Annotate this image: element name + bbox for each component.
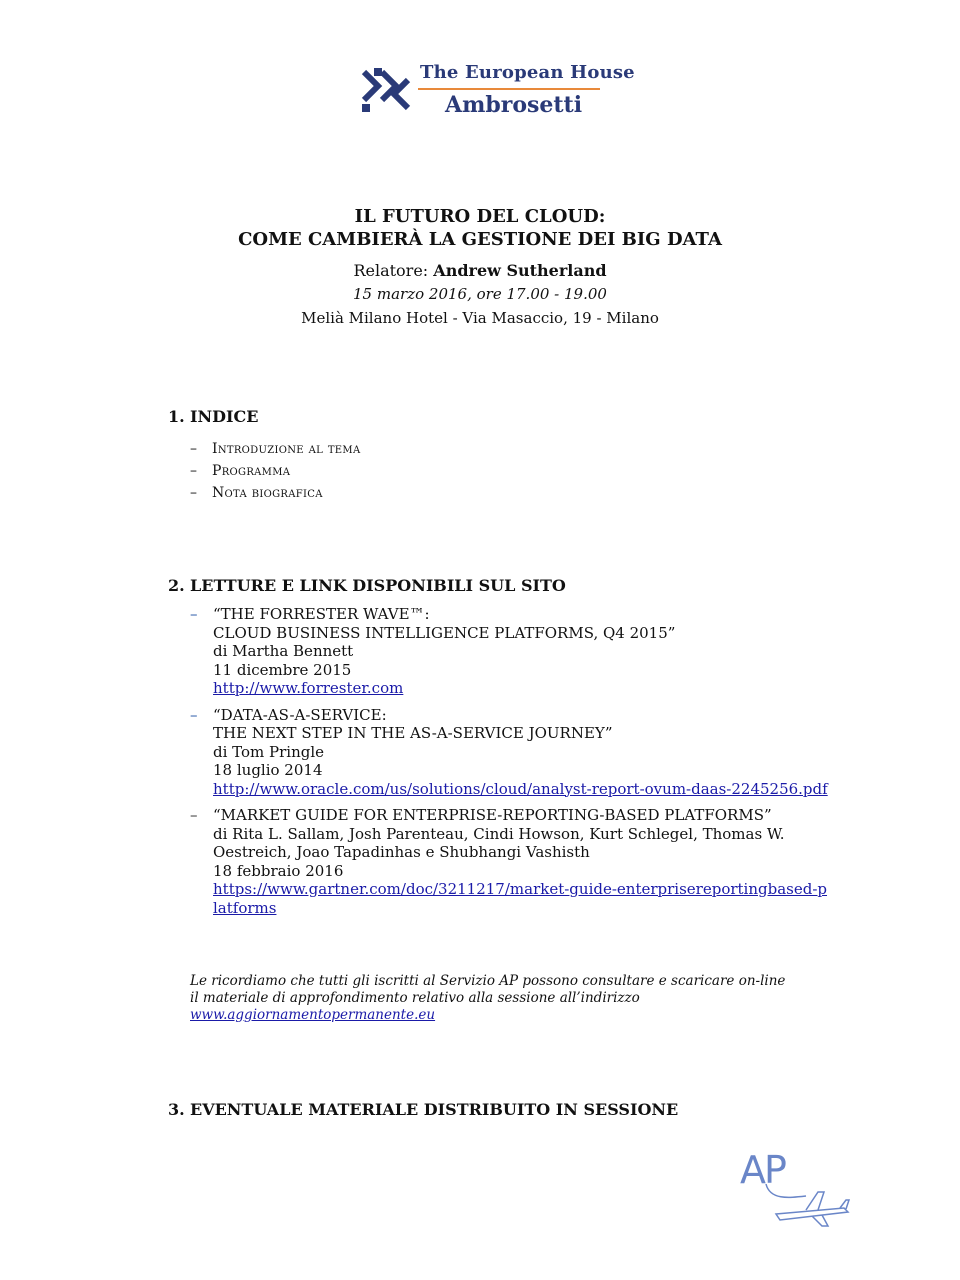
reading-title: CLOUD BUSINESS INTELLIGENCE PLATFORMS, Q4 2015” <box>213 623 676 642</box>
title-line-2: COME CAMBIERÀ LA GESTIONE DEI BIG DATA <box>238 229 722 250</box>
index-item-label: Introduzione al tema <box>212 441 361 457</box>
reading-item <box>190 605 870 698</box>
section-title: INDICE <box>190 407 259 426</box>
reading-date: 18 luglio 2014 <box>213 761 323 779</box>
reading-link[interactable]: https://www.gartner.com/doc/3211217/market-guide-enterprisereportingbased-platforms <box>213 880 828 917</box>
section-number: 3. <box>168 1100 185 1119</box>
list-item <box>190 482 360 504</box>
section-3-heading <box>168 1100 678 1119</box>
ambrosetti-logo <box>360 62 635 118</box>
access-note <box>190 973 790 1024</box>
dash: – <box>190 705 198 724</box>
dash: – <box>190 463 197 479</box>
event-venue: Melià Milano Hotel - Via Masaccio, 19 - Milano <box>301 309 659 327</box>
ambrosetti-mark-icon <box>360 66 412 114</box>
title-line-1: IL FUTURO DEL CLOUD: <box>354 206 606 227</box>
dash: – <box>190 806 198 824</box>
index-item-label: Programma <box>212 463 291 479</box>
note-text: Le ricordiamo che tutti gli iscritti al Servizio AP possono consultare e scaricare on-line il materiale di approfondimento relativo alla sessione all’indirizzo <box>190 973 786 1006</box>
dash: – <box>190 441 197 457</box>
section-number: 2. <box>168 576 185 595</box>
dash: – <box>190 485 197 501</box>
reading-date: 11 dicembre 2015 <box>213 660 352 679</box>
reading-item <box>190 706 870 799</box>
note-link[interactable]: www.aggiornamentopermanente.eu <box>190 1007 436 1023</box>
event-date: 15 marzo 2016, ore 17.00 - 19.00 <box>353 285 607 303</box>
logo-divider <box>418 88 600 90</box>
section-title: LETTURE E LINK DISPONIBILI SUL SITO <box>190 576 566 595</box>
index-list <box>190 438 360 504</box>
reading-date: 18 febbraio 2016 <box>213 861 344 880</box>
speaker-label: Relatore: <box>353 261 429 280</box>
speaker <box>0 260 960 282</box>
logo-line-1: The European House <box>420 62 635 83</box>
reading-author: di Rita L. Sallam, Josh Parenteau, Cindi Howson, Kurt Schlegel, Thomas W. Oestreich, Joao Tapadinhas e Shubhangi Vashisth <box>213 824 785 861</box>
reading-author: di Tom Pringle <box>213 742 325 761</box>
logo-line-2: Ambrosetti <box>445 92 583 118</box>
index-item-label: Nota biografica <box>212 485 323 501</box>
readings-list <box>190 605 870 925</box>
list-item <box>190 438 360 460</box>
reading-link[interactable]: http://www.oracle.com/us/solutions/cloud/analyst-report-ovum-daas-2245256.pdf <box>213 779 828 798</box>
list-item <box>190 460 360 482</box>
reading-title: “THE FORRESTER WAVE™: <box>213 605 430 623</box>
reading-title: “DATA-AS-A-SERVICE: <box>213 705 387 724</box>
section-2-heading <box>168 576 566 595</box>
title-block <box>0 205 960 330</box>
section-title: EVENTUALE MATERIALE DISTRIBUITO IN SESSIONE <box>190 1100 679 1119</box>
speaker-name: Andrew Sutherland <box>433 261 607 280</box>
ap-airplane-logo-icon: AP <box>736 1148 852 1232</box>
reading-title: “MARKET GUIDE FOR ENTERPRISE-REPORTING-BASED PLATFORMS” <box>213 806 772 824</box>
dash: – <box>190 605 198 623</box>
reading-author: di Martha Bennett <box>213 642 354 660</box>
section-1-heading <box>168 407 258 426</box>
section-number: 1. <box>168 407 185 426</box>
reading-link[interactable]: http://www.forrester.com <box>213 679 404 697</box>
reading-title: THE NEXT STEP IN THE AS-A-SERVICE JOURNEY” <box>213 724 613 742</box>
reading-item <box>190 806 870 917</box>
